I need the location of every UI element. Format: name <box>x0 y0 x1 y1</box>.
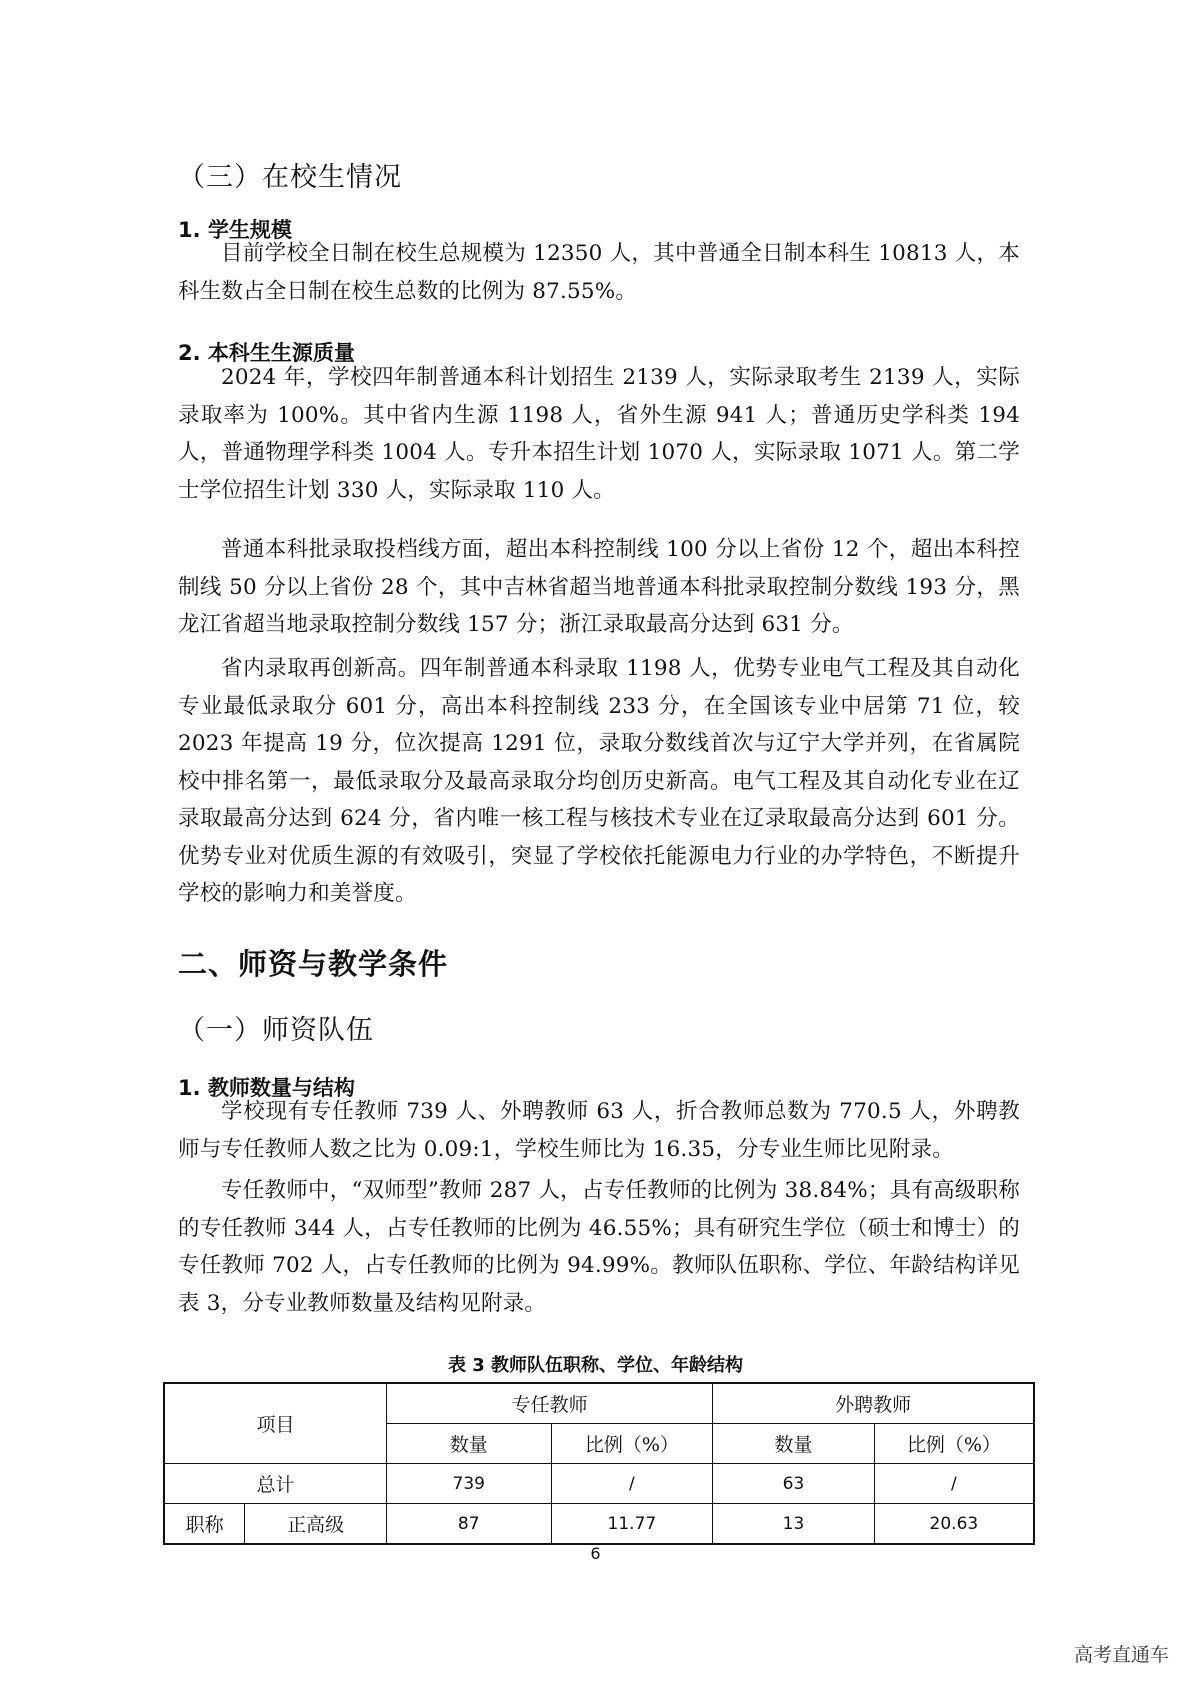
header-fulltime-teachers: 专任教师 <box>386 1383 712 1424</box>
paragraph-student-scale: 目前学校全日制在校生总规模为 12350 人，其中普通全日制本科生 10813 人，本科生数占全日制在校生总数的比例为 87.55%。 <box>178 241 1020 304</box>
header-ratio: 比例（%） <box>551 1424 713 1464</box>
section-heading-faculty-team: （一）师资队伍 <box>178 1015 374 1046</box>
paragraph-provincial-admission: 省内录取再创新高。四年制普通本科录取 1198 人，优势专业电气工程及其自动化专业最低录取分 601 分，高出本科控制线 233 分，在全国该专业中居第 71 位，较 2023 年提高 19 分，位次提高 1291 位，录取分数线首次与辽宁大学并列，在省属院校中排名第一，最低录取分及最高录取分均创历史新高。电气工程及其自动化专业在辽录取最高分达到 624 分，省内唯一核工程与核技术专业在辽录取最高分达到 601 分。优势专业对优质生源的有效吸引，突显了学校依托能源电力行业的办学特色，不断提升学校的影响力和美誉度。 <box>178 656 1020 906</box>
row-sublabel: 正高级 <box>245 1504 387 1545</box>
header-external-teachers: 外聘教师 <box>713 1383 1034 1424</box>
paragraph-teacher-count: 学校现有专任教师 739 人、外聘教师 63 人，折合教师总数为 770.5 人，外聘教师与专任教师人数之比为 0.09:1，学校生师比为 16.35，分专业生师比见附录。 <box>178 1099 1020 1162</box>
table-row <box>164 1464 1034 1504</box>
table-header-row <box>164 1383 1034 1424</box>
cell-ratio: / <box>874 1464 1034 1504</box>
cell-ratio: / <box>551 1464 713 1504</box>
table-row <box>164 1504 1034 1545</box>
cell-count: 87 <box>386 1504 551 1545</box>
table-caption: 表 3 教师队伍职称、学位、年龄结构 <box>447 1355 744 1376</box>
header-item: 项目 <box>164 1383 386 1464</box>
subheading-source-quality: 2. 本科生生源质量 <box>178 341 355 365</box>
paragraph-admission-plan: 2024 年，学校四年制普通本科计划招生 2139 人，实际录取考生 2139 人，实际录取率为 100%。其中省内生源 1198 人，省外生源 941 人；普通历史学科类 194 人，普通物理学科类 1004 人。专升本招生计划 1070 人，实际录取 1071 人。第二学士学位招生计划 330 人，实际录取 110 人。 <box>178 365 1020 503</box>
cell-count: 739 <box>386 1464 551 1504</box>
watermark-text: 高考直通车 <box>1073 1644 1169 1666</box>
cell-count: 13 <box>713 1504 875 1545</box>
header-ratio: 比例（%） <box>874 1424 1034 1464</box>
subheading-teacher-count: 1. 教师数量与结构 <box>178 1076 355 1100</box>
row-label: 职称 <box>164 1504 245 1545</box>
row-label: 总计 <box>164 1464 386 1504</box>
section-heading-students: （三）在校生情况 <box>178 162 402 193</box>
page-number: 6 <box>590 1544 601 1563</box>
paragraph-teacher-structure: 专任教师中，“双师型”教师 287 人，占专任教师的比例为 38.84%；具有高级职称的专任教师 344 人，占专任教师的比例为 46.55%；具有研究生学位（硕士和博士）的专任教师 702 人，占专任教师的比例为 94.99%。教师队伍职称、学位、年龄结构详见表 3，分专业教师数量及结构见附录。 <box>178 1178 1020 1316</box>
cell-count: 63 <box>713 1464 875 1504</box>
cell-ratio: 11.77 <box>551 1504 713 1545</box>
paragraph-cutoff-lines: 普通本科批录取投档线方面，超出本科控制线 100 分以上省份 12 个，超出本科控制线 50 分以上省份 28 个，其中吉林省超当地普通本科批录取控制分数线 193 分，黑龙江省超当地录取控制分数线 157 分；浙江录取最高分达到 631 分。 <box>178 537 1020 637</box>
header-count: 数量 <box>713 1424 875 1464</box>
chapter-heading-faculty: 二、师资与教学条件 <box>178 947 449 981</box>
faculty-structure-table <box>163 1382 1035 1545</box>
header-count: 数量 <box>386 1424 551 1464</box>
subheading-student-scale: 1. 学生规模 <box>178 218 292 242</box>
cell-ratio: 20.63 <box>874 1504 1034 1545</box>
